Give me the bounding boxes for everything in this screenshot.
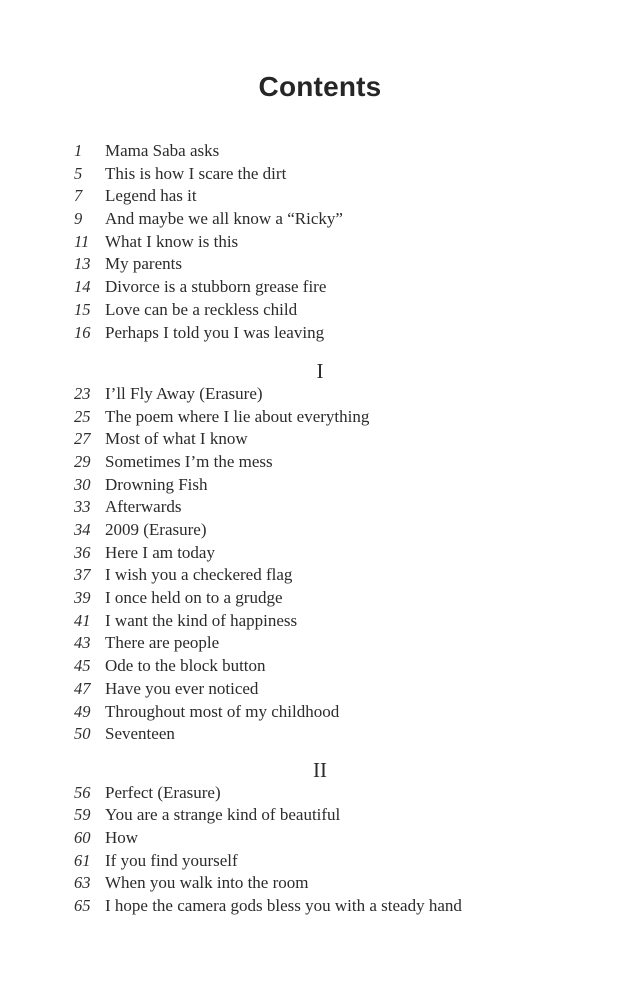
toc-entry-row — [0, 451, 640, 474]
toc-entry-title: When you walk into the room — [105, 873, 309, 893]
toc-entry-title: Seventeen — [105, 724, 175, 744]
toc-entry-page-number: 60 — [74, 827, 91, 847]
toc-entry-page-number: 47 — [74, 678, 91, 698]
toc-entry-title: Perhaps I told you I was leaving — [105, 322, 325, 342]
toc-entry-title: Perfect (Erasure) — [105, 782, 221, 802]
toc-entry-row — [0, 231, 640, 254]
toc-entry-row — [0, 587, 640, 610]
toc-entry-page-number: 39 — [74, 588, 91, 608]
toc-entry-row — [0, 804, 640, 827]
toc-entry-page-number: 36 — [74, 542, 91, 562]
toc-entry-row — [0, 208, 640, 231]
toc-entry-title: My parents — [105, 254, 182, 274]
toc-entry-page-number: 41 — [74, 610, 91, 630]
toc-entry-row — [0, 564, 640, 587]
toc-entry-title: This is how I scare the dirt — [105, 163, 287, 183]
toc-entry-row — [0, 723, 640, 746]
toc-entry-row — [0, 163, 640, 186]
toc-entry-page-number: 9 — [74, 209, 83, 229]
toc-entry-page-number: 56 — [74, 782, 91, 802]
toc-entry-page-number: 27 — [74, 429, 91, 449]
toc-entry-title: I hope the camera gods bless you with a steady hand — [105, 896, 462, 915]
toc-entry-row — [0, 895, 640, 918]
toc-entry-page-number: 37 — [74, 565, 91, 585]
toc-entry-page-number: 1 — [74, 141, 83, 160]
toc-entry-row — [0, 322, 640, 345]
toc-entry-row — [0, 406, 640, 429]
toc-entry-title: How — [105, 827, 139, 847]
toc-entry-row — [0, 299, 640, 322]
toc-entry-page-number: 5 — [74, 163, 83, 183]
section-heading: II — [313, 757, 327, 782]
toc-entry-title: Here I am today — [105, 542, 215, 562]
toc-entry-page-number: 33 — [74, 497, 91, 517]
toc-entry-page-number: 63 — [74, 873, 91, 893]
toc-entry-row — [0, 140, 640, 163]
toc-entry-title: I once held on to a grudge — [105, 588, 283, 608]
toc-section — [0, 140, 640, 344]
toc-entry-page-number: 59 — [74, 805, 91, 825]
toc-entry-page-number: 23 — [74, 383, 91, 403]
toc-entry-row — [0, 632, 640, 655]
toc-entry-title: Afterwards — [105, 497, 182, 517]
toc-entry-title: Divorce is a stubborn grease fire — [105, 277, 327, 297]
toc-entry-row — [0, 185, 640, 208]
toc-entry-row — [0, 276, 640, 299]
toc-entry-page-number: 13 — [74, 254, 91, 274]
toc-entry-title: I’ll Fly Away (Erasure) — [105, 383, 263, 403]
toc-entry-row — [0, 542, 640, 565]
toc-entry-page-number: 61 — [74, 850, 91, 870]
toc-entry-row — [0, 655, 640, 678]
toc-entry-title: Ode to the block button — [105, 656, 266, 676]
toc-entry-title: I want the kind of happiness — [105, 610, 298, 630]
section-heading: I — [316, 359, 324, 384]
toc-entry-page-number: 45 — [74, 656, 91, 676]
toc-entry-row — [0, 496, 640, 519]
toc-entry-page-number: 49 — [74, 701, 91, 721]
toc-entry-row — [0, 678, 640, 701]
toc-entry-page-number: 29 — [74, 451, 91, 471]
toc-entry-row — [0, 519, 640, 542]
toc-entry-title: I wish you a checkered flag — [105, 565, 293, 585]
toc-entry-row — [0, 827, 640, 850]
toc-entry-page-number: 7 — [74, 186, 83, 206]
toc-entry-page-number: 34 — [74, 520, 91, 539]
toc-entry-page-number: 30 — [74, 474, 91, 494]
toc-entry-page-number: 43 — [74, 633, 91, 653]
toc-entry-page-number: 65 — [74, 896, 91, 915]
toc-entry-title: You are a strange kind of beautiful — [105, 805, 341, 825]
toc-entry-title: There are people — [105, 633, 220, 653]
toc-entry-title: What I know is this — [105, 231, 239, 251]
toc-entry-row — [0, 701, 640, 724]
toc-section — [0, 759, 640, 918]
toc-entry-page-number: 14 — [74, 277, 91, 297]
toc-entry-title: If you find yourself — [105, 850, 238, 870]
toc-entry-row — [0, 872, 640, 895]
toc-entry-row — [0, 782, 640, 805]
toc-entry-title: Love can be a reckless child — [105, 299, 298, 319]
toc-entry-title: Have you ever noticed — [105, 678, 259, 698]
toc-entry-title: Drowning Fish — [105, 474, 208, 494]
toc-entry-row — [0, 383, 640, 406]
toc-entry-title: Sometimes I’m the mess — [105, 451, 273, 471]
page-title: Contents — [258, 71, 382, 102]
toc-entry-title: 2009 (Erasure) — [105, 520, 207, 539]
toc-entry-page-number: 50 — [74, 724, 91, 744]
toc-entry-title: Most of what I know — [105, 429, 248, 449]
toc-entry-page-number: 11 — [74, 231, 90, 251]
toc-entry-title: Mama Saba asks — [105, 141, 220, 160]
toc-entry-row — [0, 428, 640, 451]
toc-entry-page-number: 15 — [74, 299, 91, 319]
toc-section — [0, 360, 640, 746]
toc-entry-row — [0, 253, 640, 276]
toc-entry-row — [0, 610, 640, 633]
toc-entry-row — [0, 474, 640, 497]
toc-entry-page-number: 25 — [74, 406, 91, 426]
toc-entry-title: The poem where I lie about everything — [105, 406, 370, 426]
toc-entry-title: Throughout most of my childhood — [105, 701, 340, 721]
toc-entry-row — [0, 850, 640, 873]
toc-entry-page-number: 16 — [74, 322, 91, 342]
toc-entry-title: And maybe we all know a “Ricky” — [105, 209, 343, 229]
toc — [0, 140, 640, 918]
toc-entry-title: Legend has it — [105, 186, 197, 206]
